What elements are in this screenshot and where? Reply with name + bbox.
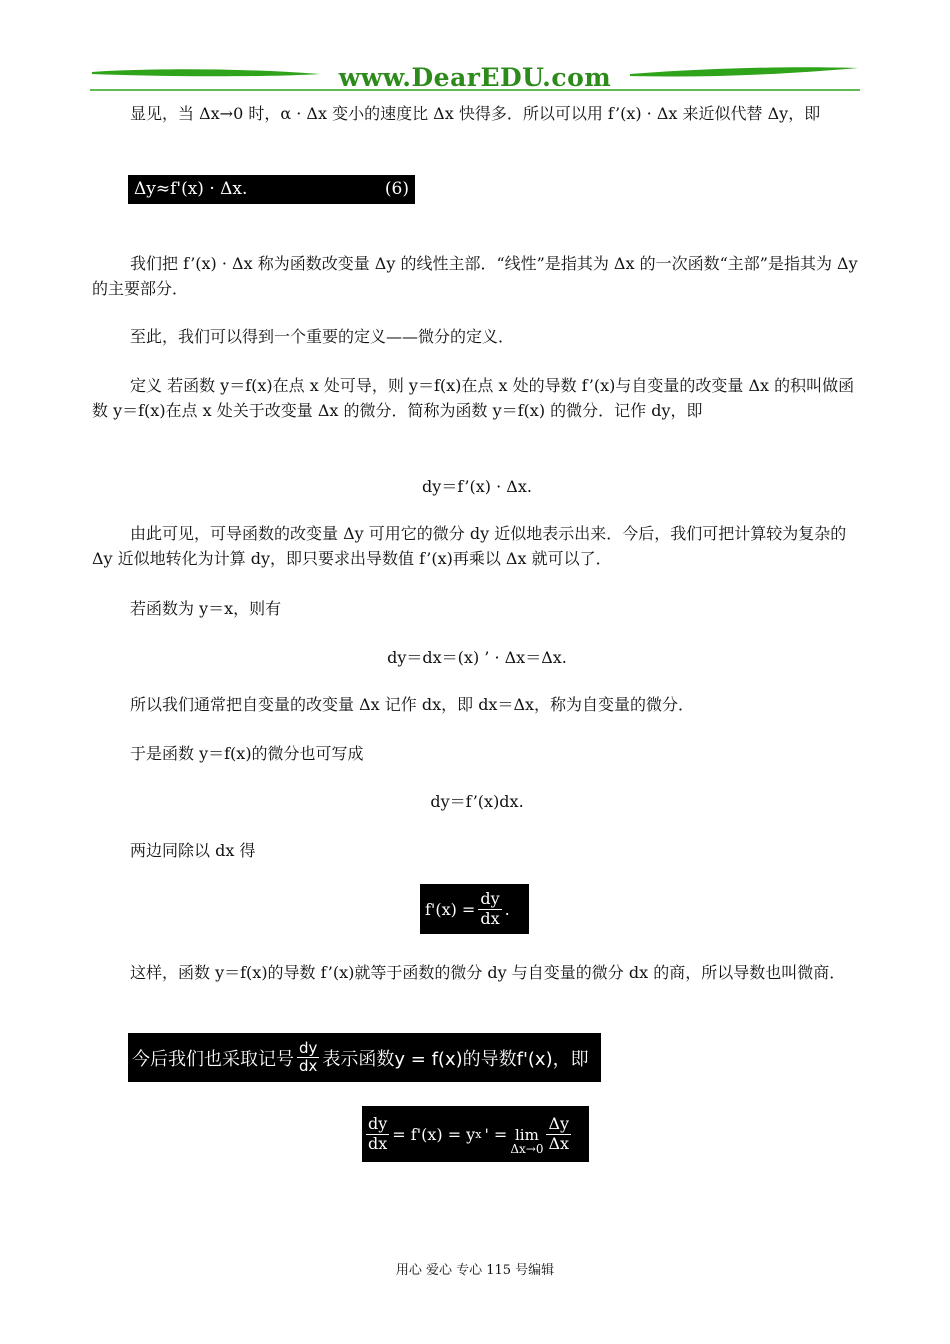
limit-left-numerator: dy xyxy=(368,1114,388,1134)
notation-box xyxy=(128,1033,601,1082)
formula-6-text: Δy≈f'(x) · Δx. xyxy=(134,179,248,199)
limit-right-denominator: Δx xyxy=(548,1133,570,1153)
header-banner xyxy=(90,62,860,96)
derivative-numerator: dy xyxy=(480,889,500,909)
limit-fraction-left xyxy=(366,1115,389,1153)
paragraph-linear-principal: 我们把 f’(x) · Δx 称为函数改变量 Δy 的线性主部．“线性”是指其为 Δx 的一次函数“主部”是指其为 Δy 的主要部分． xyxy=(92,254,858,298)
notation-prefix: 今后我们也采取记号 xyxy=(132,1048,294,1070)
formula-dy-fdx: dy＝f’(x)dx. xyxy=(430,792,524,811)
paragraph-consequence: 由此可见，可导函数的改变量 Δy 可用它的微分 dy 近似地表示出来．今后，我们可把计算较为复杂的 Δy 近似地转化为计算 dy，即只要求出导数值 f’(x)再乘以 Δx 就可以了． xyxy=(92,524,847,568)
paragraph-definition-intro: 至此，我们可以得到一个重要的定义——微分的定义． xyxy=(130,327,515,346)
limit-left-denominator: dx xyxy=(368,1133,388,1153)
derivative-fraction xyxy=(478,890,501,928)
derivative-lhs: f'(x) = xyxy=(425,899,476,919)
formula-dy-definition: dy＝f’(x) · Δx. xyxy=(422,477,532,496)
limit-word: lim xyxy=(514,1125,539,1144)
limit-prime: ' = xyxy=(484,1124,508,1144)
page-footer: 用心 爱心 专心 115 号编辑 xyxy=(395,1263,555,1278)
notation-denominator: dx xyxy=(299,1057,318,1075)
formula-6-box xyxy=(128,175,415,204)
limit-right-numerator: Δy xyxy=(548,1114,570,1134)
limit-operator xyxy=(510,1125,544,1156)
notation-fraction xyxy=(297,1040,319,1076)
limit-subscript: x xyxy=(475,1127,482,1141)
paragraph-quotient: 这样，函数 y＝f(x)的导数 f’(x)就等于函数的微分 dy 与自变量的微分 dx 的商，所以导数也叫微商． xyxy=(130,963,846,982)
paragraph-dx-notation: 所以我们通常把自变量的改变量 Δx 记作 dx，即 dx＝Δx，称为自变量的微分． xyxy=(130,695,695,714)
derivative-denominator: dx xyxy=(480,908,500,928)
formula-dy-dx: dy＝dx＝(x) ’ · Δx＝Δx. xyxy=(387,648,567,667)
paragraph-divide-dx: 两边同除以 dx 得 xyxy=(130,841,256,860)
site-logo: www.DearEDU.com xyxy=(338,63,612,92)
paragraph-y-equals-x: 若函数为 y＝x，则有 xyxy=(130,599,282,618)
derivative-period: . xyxy=(504,899,510,919)
limit-formula-box xyxy=(362,1106,589,1162)
limit-under: Δx→0 xyxy=(510,1141,544,1156)
notation-numerator: dy xyxy=(299,1038,318,1057)
limit-middle: = f'(x) = y xyxy=(392,1124,476,1144)
notation-suffix: 表示函数y = f(x)的导数f'(x)，即 xyxy=(322,1048,589,1070)
formula-derivative-box xyxy=(420,884,529,934)
formula-6-number: (6) xyxy=(384,179,409,199)
paragraph-definition: 定义 若函数 y＝f(x)在点 x 处可导，则 y＝f(x)在点 x 处的导数 f’(x)与自变量的改变量 Δx 的积叫做函数 y＝f(x)在点 x 处关于改变量 Δx 的微分．简称为函数 y＝f(x) 的微分．记作 dy，即 xyxy=(92,376,855,420)
paragraph-differential-form: 于是函数 y＝f(x)的微分也可写成 xyxy=(130,744,364,763)
paragraph-approximation: 显见，当 Δx→0 时，α · Δx 变小的速度比 Δx 快得多．所以可以用 f’(x) · Δx 来近似代替 Δy，即 xyxy=(130,104,821,123)
limit-fraction-right xyxy=(546,1115,571,1153)
